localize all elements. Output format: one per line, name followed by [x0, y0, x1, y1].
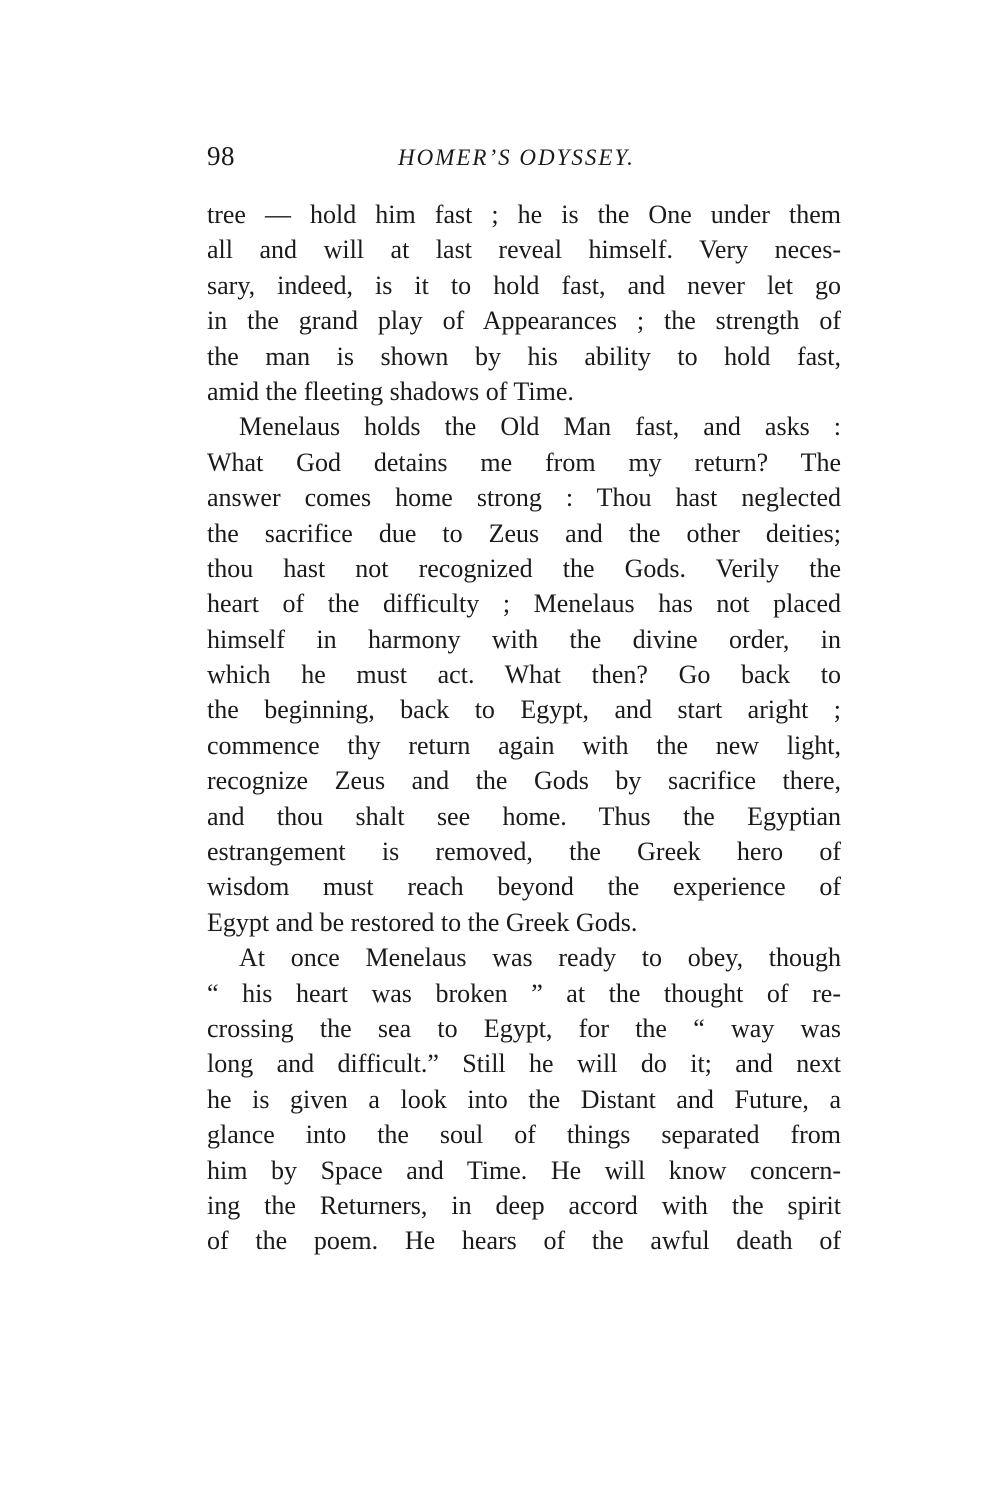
- text-line: tree — hold him fast ; he is the One under them: [207, 200, 841, 229]
- text-line: long and difficult.” Still he will do it; and next: [207, 1049, 841, 1079]
- text-line: the man is shown by his ability to hold fast,: [207, 341, 841, 371]
- text-line: Menelaus holds the Old Man fast, and asks :: [239, 412, 841, 442]
- text-line: heart of the difficulty ; Menelaus has not placed: [207, 589, 841, 619]
- text-line: and thou shalt see home. Thus the Egyptian: [207, 801, 841, 831]
- text-line: crossing the sea to Egypt, for the “ way was: [207, 1013, 841, 1043]
- text-line: recognize Zeus and the Gods by sacrifice there,: [207, 766, 841, 796]
- text-line: commence thy return again with the new light,: [207, 730, 841, 760]
- text-line: thou hast not recognized the Gods. Verily the: [207, 553, 841, 583]
- text-line: he is given a look into the Distant and Future, a: [207, 1084, 841, 1114]
- text-line: himself in harmony with the divine order, in: [207, 624, 841, 654]
- text-line: the beginning, back to Egypt, and start aright ;: [207, 695, 841, 725]
- text-line: estrangement is removed, the Greek hero of: [207, 837, 841, 867]
- page-number: 98: [207, 141, 235, 171]
- body-text: [207, 197, 841, 1259]
- text-line: amid the fleeting shadows of Time.: [207, 376, 574, 406]
- text-line: At once Menelaus was ready to obey, though: [239, 943, 841, 973]
- text-line: Egypt and be restored to the Greek Gods.: [207, 907, 638, 937]
- text-line: “ his heart was broken ” at the thought of re-: [207, 978, 841, 1008]
- text-line: ing the Returners, in deep accord with the spirit: [207, 1190, 841, 1220]
- text-line: in the grand play of Appearances ; the strength of: [207, 306, 841, 336]
- text-line: which he must act. What then? Go back to: [207, 660, 841, 690]
- text-line: of the poem. He hears of the awful death of: [207, 1226, 841, 1256]
- text-line: wisdom must reach beyond the experience of: [207, 872, 841, 902]
- text-line: glance into the soul of things separated from: [207, 1120, 841, 1150]
- running-title: HOMER’S ODYSSEY.: [398, 145, 635, 170]
- text-line: sary, indeed, is it to hold fast, and never let go: [207, 270, 841, 300]
- text-line: him by Space and Time. He will know concern-: [207, 1155, 841, 1185]
- text-line: all and will at last reveal himself. Very neces-: [207, 235, 841, 265]
- text-line: What God detains me from my return? The: [207, 447, 841, 477]
- text-line: answer comes home strong : Thou hast neglected: [207, 483, 841, 513]
- text-line: the sacrifice due to Zeus and the other deities;: [207, 518, 841, 548]
